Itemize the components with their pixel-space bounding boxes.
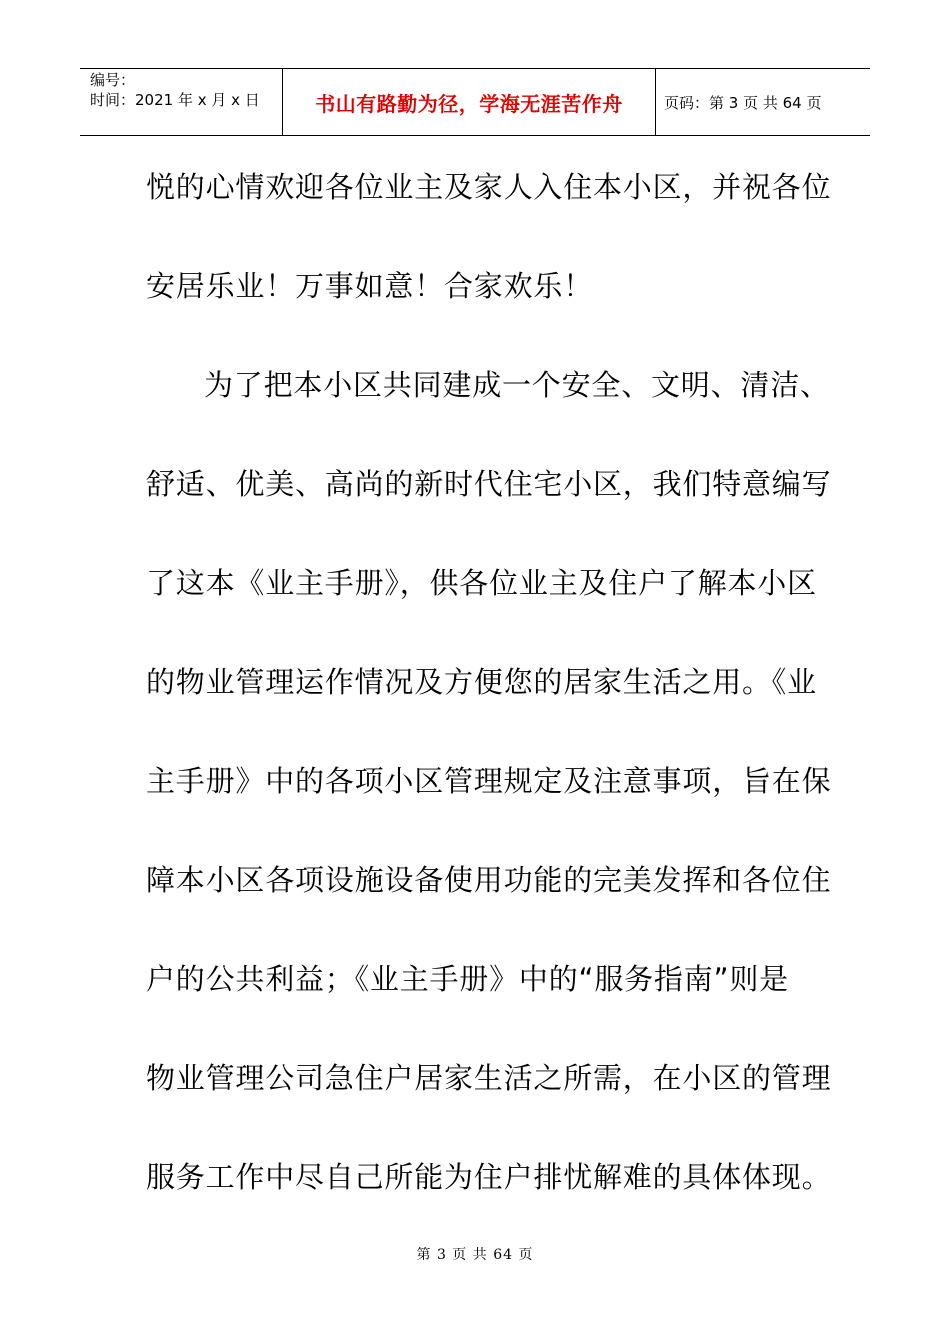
header-page-info: 页码：第 3 页 共 64 页: [664, 93, 822, 112]
page-header: [80, 68, 870, 136]
document-body: [146, 152, 832, 1241]
body-line: 为了把本小区共同建成一个安全、文明、清洁、: [204, 368, 830, 402]
body-line: 障本小区各项设施设备使用功能的完美发挥和各位住: [146, 863, 832, 897]
body-line: 户的公共利益；《业主手册》中的“服务指南”则是: [146, 962, 789, 996]
body-line: 主手册》中的各项小区管理规定及注意事项，旨在保: [146, 764, 832, 798]
body-line: 安居乐业！万事如意！合家欢乐！: [146, 269, 594, 303]
header-meta: [80, 69, 282, 135]
document-date: 时间：2021 年 x 月 x 日: [90, 91, 260, 109]
body-line: 了这本《业主手册》，供各位业主及住户了解本小区: [146, 566, 817, 600]
document-number-label: 编号：: [90, 71, 136, 89]
body-line: 舒适、优美、高尚的新时代住宅小区，我们特意编写: [146, 467, 832, 501]
header-motto: 书山有路勤为径，学海无涯苦作舟: [315, 91, 623, 116]
body-line: 物业管理公司急住户居家生活之所需，在小区的管理: [146, 1061, 832, 1095]
body-line: 悦的心情欢迎各位业主及家人入住本小区，并祝各位: [146, 170, 832, 204]
body-line: 服务工作中尽自己所能为住户排忧解难的具体体现。: [146, 1160, 832, 1194]
body-line: 的物业管理运作情况及方便您的居家生活之用。《业: [146, 665, 817, 699]
page-footer: 第 3 页 共 64 页: [416, 1247, 534, 1263]
